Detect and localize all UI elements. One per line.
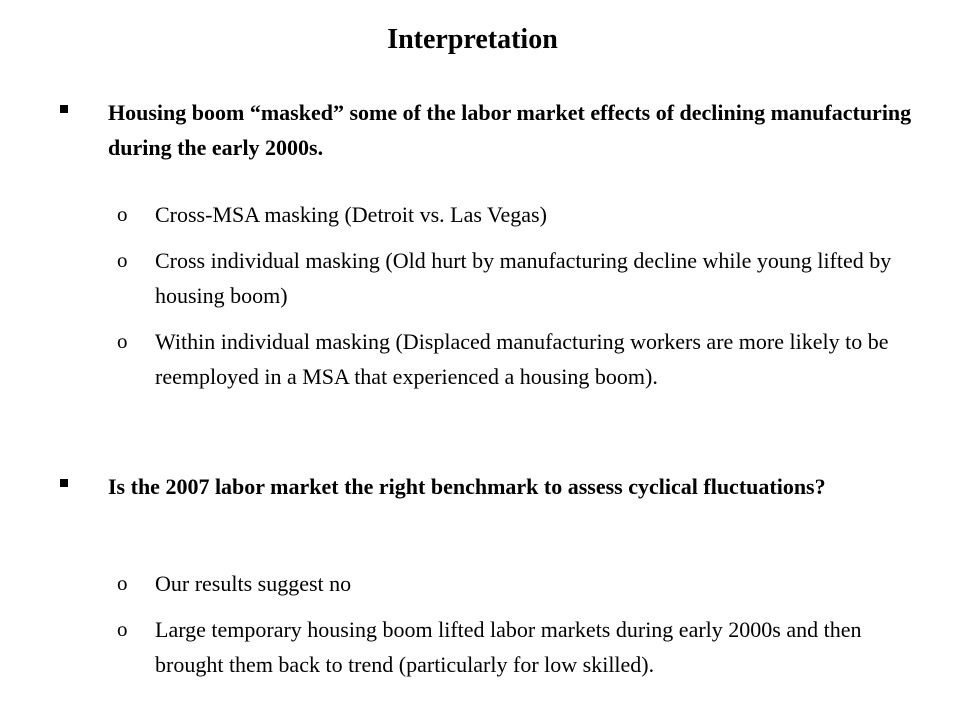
sub-item-text: Our results suggest no	[155, 571, 352, 596]
slide-title: Interpretation	[387, 24, 558, 55]
sub-item-text: Large temporary housing boom lifted labor markets during early 2000s and then brought them back to trend (particularly for low skilled).	[155, 617, 862, 677]
bullet-text: Housing boom “masked” some of the labor market effects of declining manufacturing during the early 2000s.	[108, 100, 912, 160]
sub-bullet-marker: o	[117, 571, 128, 595]
sub-bullet-marker: o	[117, 329, 128, 353]
sub-item-text: Cross-MSA masking (Detroit vs. Las Vegas)	[155, 202, 547, 227]
sub-bullet-marker: o	[117, 617, 128, 641]
square-bullet-icon	[58, 99, 74, 119]
sub-bullet-marker: o	[117, 202, 128, 226]
bullet-text: Is the 2007 labor market the right benchmark to assess cyclical fluctuations?	[108, 474, 826, 499]
sub-item-text: Cross individual masking (Old hurt by manufacturing decline while young lifted by housing boom)	[155, 248, 892, 308]
sub-item-text: Within individual masking (Displaced manufacturing workers are more likely to be reemployed in a MSA that experienced a housing boom).	[155, 329, 889, 389]
sub-bullet-marker: o	[117, 248, 128, 272]
square-bullet-icon	[58, 473, 74, 493]
